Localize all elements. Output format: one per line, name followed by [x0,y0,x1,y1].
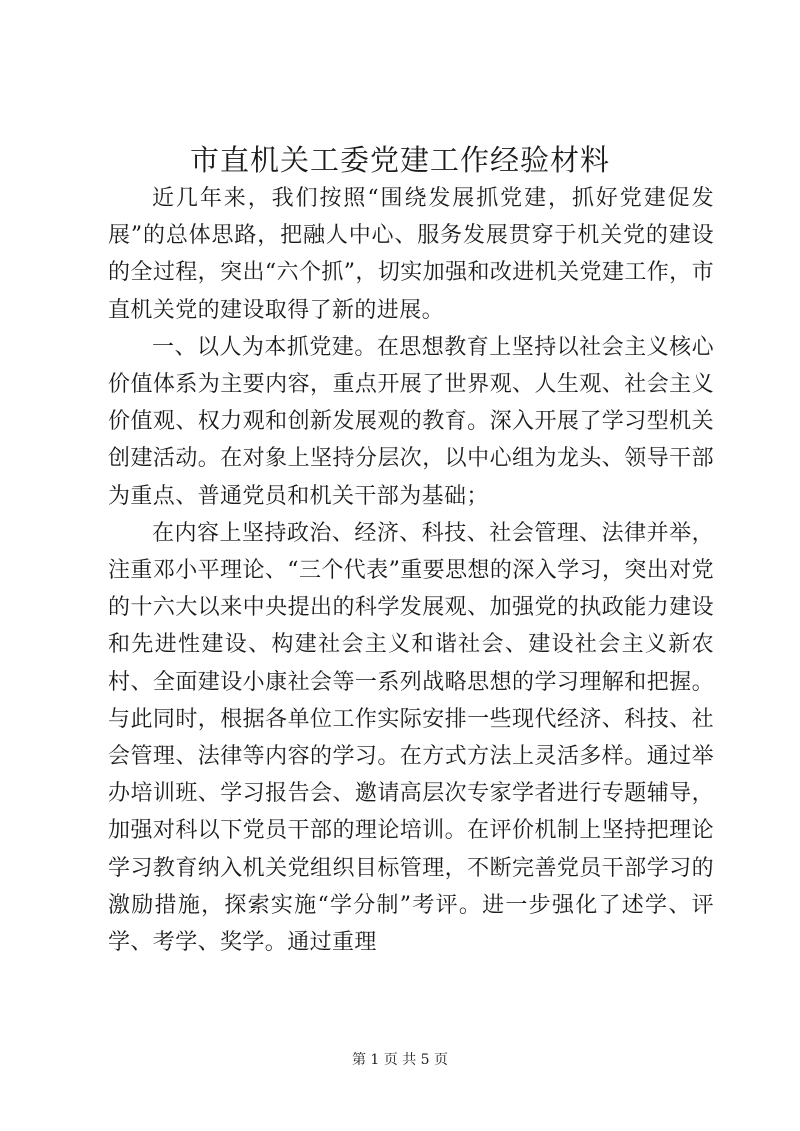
document-title: 市直机关工委党建工作经验材料 [189,143,610,177]
document-body [108,180,714,961]
page-footer: 第 1 页 共 5 页 [351,1052,449,1068]
paragraph-intro: 近几年来，我们按照“围绕发展抓党建，抓好党建促发展”的总体思路，把融人中心、服务发展贯穿于机关党的建设的全过程，突出“六个抓”，切实加强和改进机关党建工作，市直机关党的建设取得了新的进展。 [108,186,714,323]
paragraph-section-one: 一、以人为本抓党建。在思想教育上坚持以社会主义核心价值体系为主要内容，重点开展了世界观、人生观、社会主义价值观、权力观和创新发展观的教育。深入开展了学习型机关创建活动。在对象上坚持分层次，以中心组为龙头、领导干部为重点、普通党员和机关干部为基础； [108,334,714,509]
paragraph-content: 在内容上坚持政治、经济、科技、社会管理、法律并举，注重邓小平理论、“三个代表”重要思想的深入学习，突出对党的十六大以来中央提出的科学发展观、加强党的执政能力建设和先进性建设、构建社会主义和谐社会、建设社会主义新农村、全面建设小康社会等一系列战略思想的学习理解和把握。与此同时，根据各单位工作实际安排一些现代经济、科技、社会管理、法律等内容的学习。在方式方法上灵活多样。通过举办培训班、学习报告会、邀请高层次专家学者进行专题辅导，加强对科以下党员干部的理论培训。在评价机制上坚持把理论学习教育纳入机关党组织目标管理，不断完善党员干部学习的激励措施，探索实施“学分制”考评。进一步强化了述学、评学、考学、奖学。通过重理 [108,520,714,956]
